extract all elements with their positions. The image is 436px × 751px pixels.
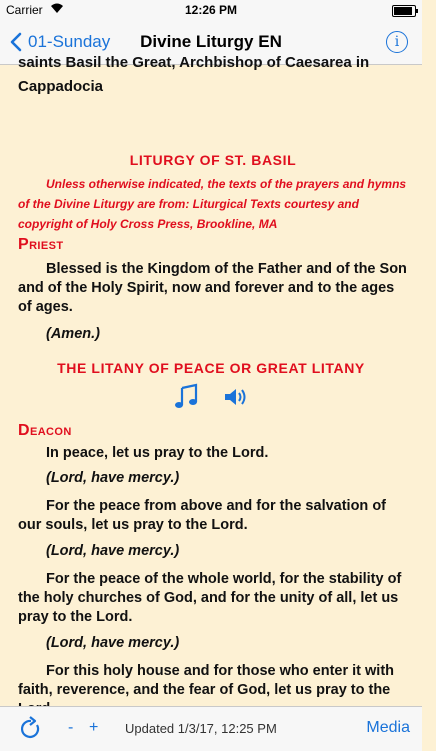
prayer-paragraph: Blessed is the Kingdom of the Father and of the Son and of the Holy Spirit, now and forever and to the ages of ages. bbox=[18, 261, 407, 315]
petition: In peace, let us pray to the Lord. bbox=[46, 445, 269, 461]
response-text: (Lord, have mercy.) bbox=[46, 470, 180, 486]
refresh-icon[interactable] bbox=[20, 717, 42, 746]
role-deacon: Deacon bbox=[18, 422, 72, 439]
copyright-note: Unless otherwise indicated, the texts of the prayers and hymns of the Divine Liturgy are from: Liturgical Texts courtesy and copyright of Holy Cross Press, Brookline, MA bbox=[18, 177, 407, 231]
response-text: (Lord, have mercy.) bbox=[46, 635, 180, 651]
media-icons bbox=[0, 384, 422, 415]
updated-timestamp: Updated 1/3/17, 12:25 PM bbox=[125, 721, 277, 736]
status-time: 12:26 PM bbox=[184, 3, 238, 17]
liturgy-text[interactable] bbox=[0, 54, 422, 702]
petition: For the peace of the whole world, for the stability of the holy churches of God, and for the unity of all, let us pray to the Lord. bbox=[18, 571, 402, 625]
speaker-icon[interactable] bbox=[223, 386, 249, 413]
petition: For this holy house and for those who enter it with faith, reverence, and the fear of God, let us pray to the bbox=[18, 663, 395, 698]
section-title: LITURGY OF ST. BASIL bbox=[129, 152, 297, 168]
info-icon[interactable]: i bbox=[386, 31, 408, 53]
section-title: THE LITANY OF PEACE OR GREAT LITANY bbox=[57, 360, 365, 376]
back-button-label: 01-Sunday bbox=[28, 32, 111, 51]
status-bar bbox=[0, 0, 422, 20]
zoom-in-button[interactable]: + bbox=[89, 719, 99, 736]
music-note-icon[interactable] bbox=[173, 384, 199, 415]
media-button[interactable]: Media bbox=[366, 719, 410, 736]
petition: For the peace from above and for the salvation of our souls, let us pray to the Lord. bbox=[18, 498, 387, 533]
battery-icon bbox=[392, 5, 416, 17]
text-line: Cappadocia bbox=[18, 78, 104, 95]
zoom-out-button[interactable]: - bbox=[68, 719, 74, 736]
response-text: (Lord, have mercy.) bbox=[46, 543, 180, 559]
response-text: (Amen.) bbox=[46, 326, 100, 342]
clipped-text-line: saints Basil the Great, Archbishop of Caesarea in bbox=[18, 54, 370, 71]
bottom-toolbar bbox=[0, 706, 422, 751]
carrier-label: Carrier bbox=[6, 3, 43, 17]
page-title: Divine Liturgy EN bbox=[140, 32, 282, 51]
role-priest: Priest bbox=[18, 236, 64, 253]
